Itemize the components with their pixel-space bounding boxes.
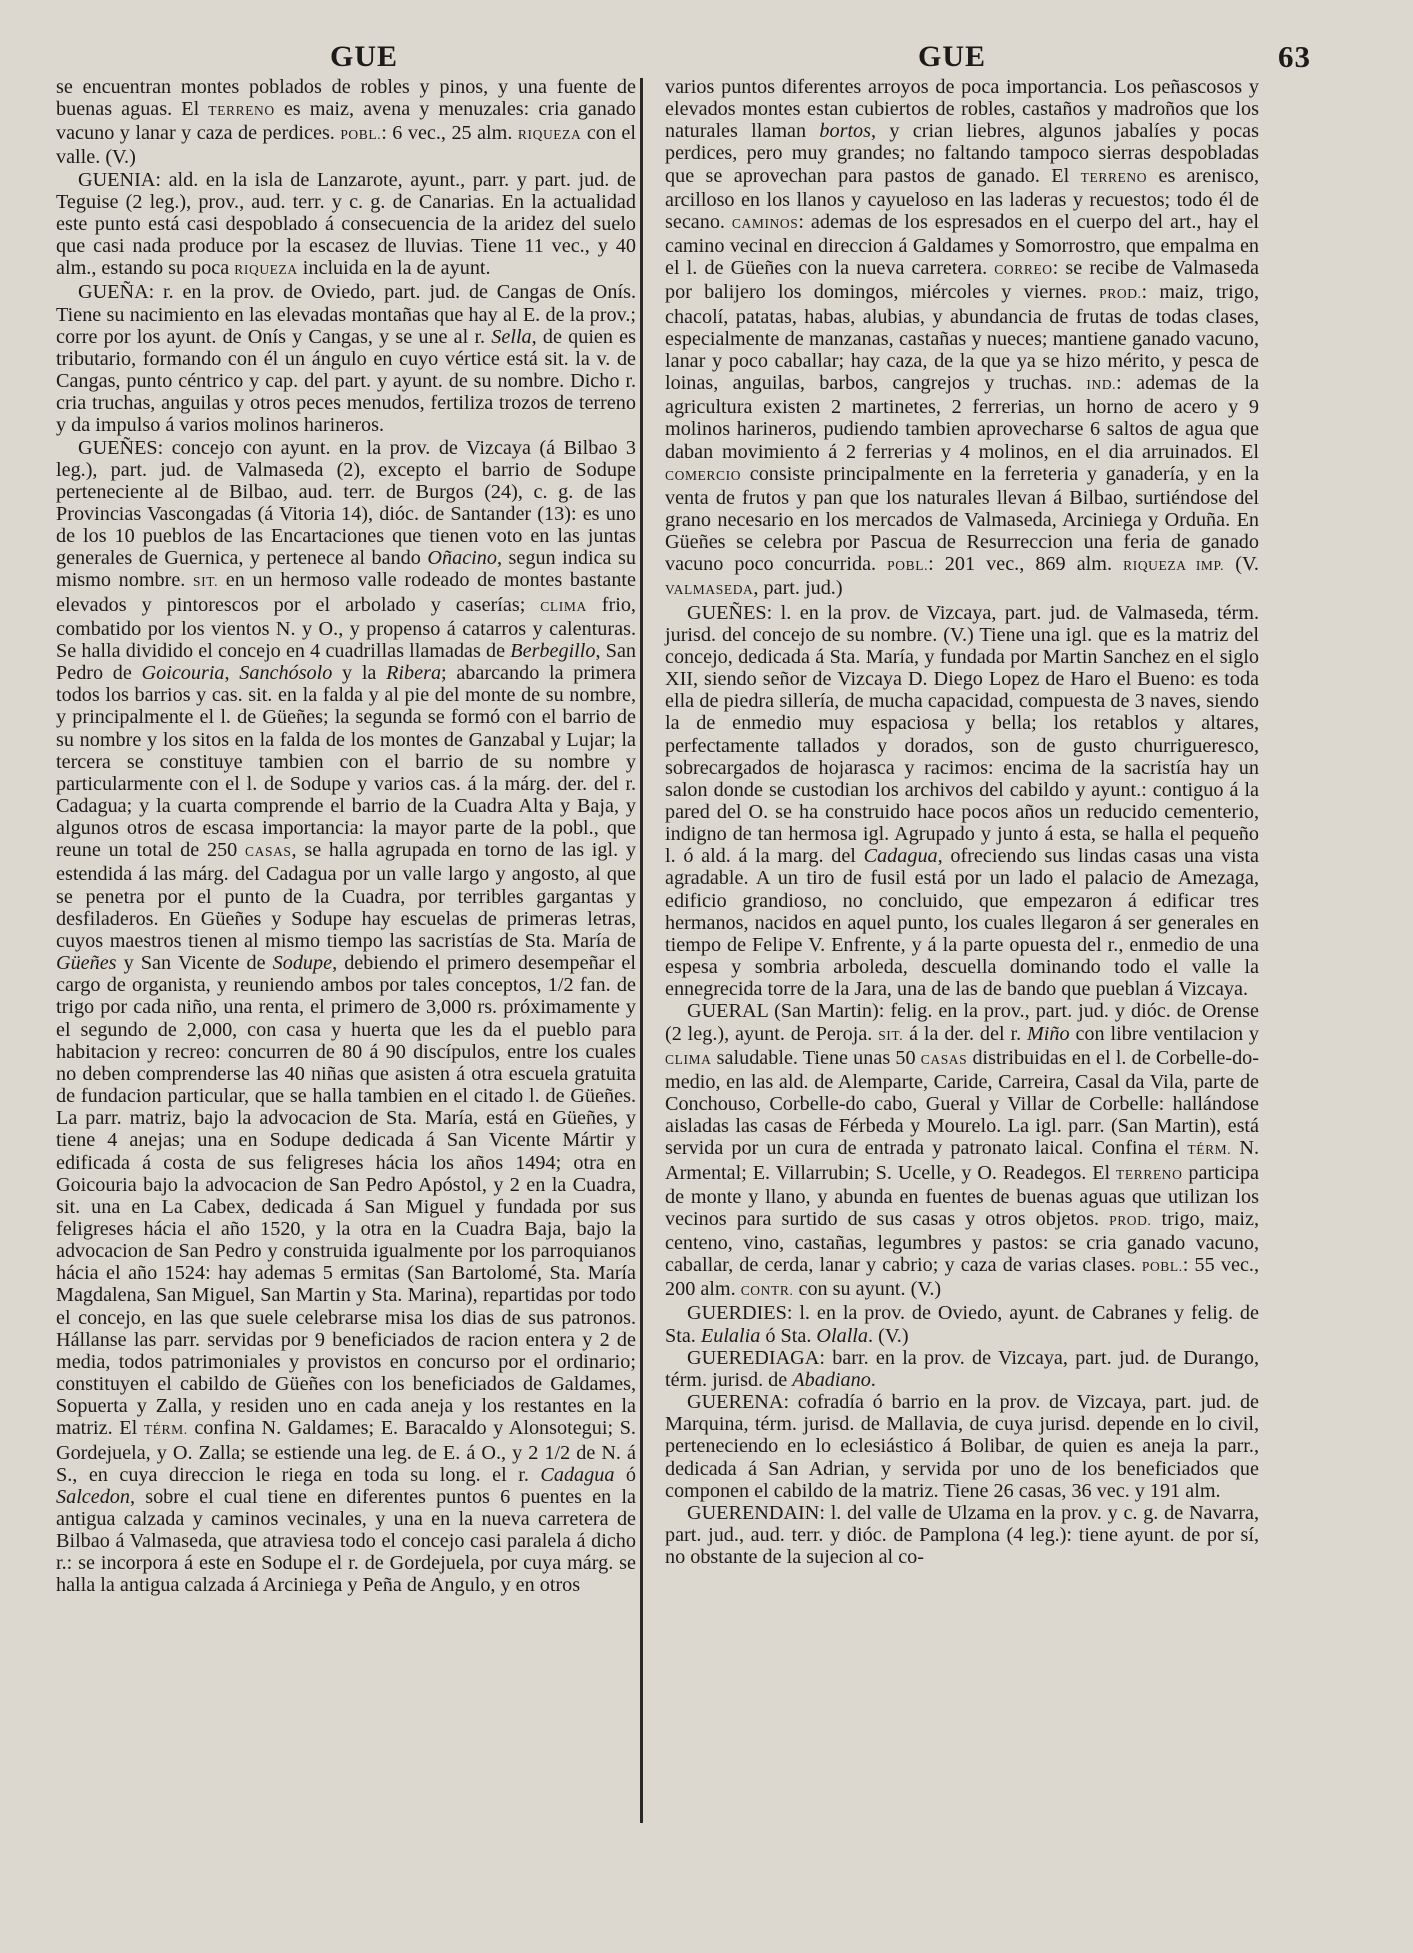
small-caps-term: COMERCIO — [665, 467, 742, 483]
small-caps-term: TÉRM. — [1187, 1142, 1232, 1158]
text-run: GUEÑA: r. en la prov. de Oviedo, part. jud. de Cangas de Onís. Tiene su nacimiento en las elevadas montañas que hay al E. de la prov.; corre por los ayunt. de Onís y Cangas, y se une al r. — [56, 281, 636, 348]
running-head-left: GUE — [330, 40, 399, 73]
italic-term: Salcedon — [56, 1485, 130, 1508]
text-run: . — [870, 1368, 876, 1391]
text-run: : 55 vec., 200 alm. — [665, 1254, 1260, 1301]
entry-paragraph — [665, 76, 1259, 602]
text-run: (V. — [1224, 553, 1259, 576]
text-run: : maiz, trigo, chacolí, patatas, habas, alubias, y abundancia de frutas de todas clases, especialmente de manzanas, castañas y nueces; mantiene ganado vacuno, lanar y poco caballar; hay caza, de la que ya se hizo mérito, y pesca de loinas, anguilas, barbos, cangrejos y truchas. — [665, 281, 1259, 395]
text-run: : ademas de la agricultura existen 2 martinetes, 2 ferrerias, un horno de acero y 9 molinos harineros, pudiendo tambien aprovecharse 6 saltos de agua que daban movimiento á 2 ferrerias y 4 molinos, en el dia arruinados. El — [665, 372, 1260, 463]
small-caps-term: PROD. — [1109, 1212, 1152, 1228]
small-caps-term: PROD. — [1099, 286, 1142, 302]
text-run: GUERENA: cofradía ó barrio en la prov. de Vizcaya, part. jud. de Marquina, térm. jurisd. de Mallavia, de cuya jurisd. depende en lo civil, perteneciendo en lo eclesiástico á Bolibar, de quien es aneja la parr., dedicada á San Adrian, y servida por uno de los beneficiados que componen el cabildo de la matriz. Tiene 26 casas, 36 vec. y 191 alm. — [665, 1391, 1259, 1502]
text-run: y San Vicente de — [116, 952, 273, 975]
entry-paragraph — [665, 1302, 1259, 1346]
text-run: se encuentran montes poblados de robles y pinos, y una fuente de buenas aguas. El — [56, 76, 636, 121]
column-divider — [640, 78, 643, 1823]
running-head-right: GUE — [918, 40, 987, 73]
entry-paragraph — [56, 437, 636, 1597]
italic-term: Cadagua — [540, 1463, 615, 1486]
text-run: , y crian liebres, algunos jabalíes y pocas perdices, pero muy grandes; no faltando tampoco sierras despobladas que se aprovechan para pastos de ganado. El — [665, 120, 1259, 187]
small-caps-term: TERRENO — [1080, 169, 1148, 185]
text-run: GUEREDIAGA: barr. en la prov. de Vizcaya, part. jud. de Durango, térm. jurisd. de — [665, 1346, 1259, 1391]
text-run: con el valle. (V.) — [56, 122, 637, 169]
entry-paragraph — [56, 281, 636, 436]
italic-term: Miño — [1026, 1022, 1070, 1045]
text-run: : ademas de los espresados en el cuerpo del art., hay el camino vecinal en direccion á Galdames y Somorrostro, que empalma en el l. de Güeñes con la nueva carretera. — [665, 210, 1259, 280]
small-caps-term: RIQUEZA — [234, 262, 298, 278]
text-run: á la der. del r. — [903, 1022, 1027, 1045]
small-caps-term: SIT. — [193, 574, 219, 590]
entry-paragraph — [56, 169, 636, 282]
italic-term: Ribera — [386, 662, 442, 685]
text-run: : 6 vec., 25 alm. — [381, 122, 518, 145]
left-column — [56, 76, 636, 1597]
text-run: es maiz, avena y menuzales: cria ganado vacuno y lanar y caza de perdices. — [56, 98, 637, 145]
entry-paragraph — [665, 1391, 1259, 1502]
text-run: , — [224, 662, 240, 685]
small-caps-term: CAMINOS — [731, 215, 799, 231]
small-caps-term: TERRENO — [1116, 1166, 1183, 1182]
small-caps-term: POBL. — [887, 558, 929, 574]
text-run: GUERENDAIN: l. del valle de Ulzama en la prov. y c. g. de Navarra, part. jud., aud. terr. y dióc. de Pamplona (4 leg.): tiene ayunt. de por sí, no obstante de la sujecion al co- — [665, 1501, 1259, 1569]
italic-term: Sanchósolo — [239, 662, 333, 685]
small-caps-term: CORREO — [994, 262, 1053, 278]
italic-term: Oñacino — [427, 547, 497, 570]
text-run: , se halla agrupada en torno de las igl. y estendida á las márg. del Cadagua por un valle largo y angosto, al que se penetra por el punto de la Cuadra, por terribles gargantas y desfiladeros. En Güeñes y Sodupe hay escuelas de primeras letras, cuyos maestros tienen al mismo tiempo las sacristías de Sta. María de — [56, 839, 637, 952]
small-caps-term: CLIMA — [665, 1051, 712, 1067]
text-run: GUERDIES: l. en la prov. de Oviedo, ayunt. de Cabranes y felig. de Sta. — [665, 1302, 1259, 1347]
small-caps-term: TERRENO — [208, 103, 275, 119]
entry-paragraph — [665, 1502, 1259, 1568]
small-caps-term: POBL. — [340, 127, 382, 143]
small-caps-term: CLIMA — [540, 598, 587, 614]
small-caps-term: SIT. — [878, 1027, 904, 1043]
italic-term: Güeñes — [56, 952, 117, 975]
text-run: distribuidas en el l. de Corbelle-do-medio, en las ald. de Alemparte, Caride, Carreira, Casal da Vila, parte de Conchouso, Corbelle-do cabo, Gueral y Villar de Corbelle: hallándose aisladas las casas de Férbeda y Mourelo. La igl. parr. (San Martin), está servida por un cura de entrada y patronato laical. Confina el — [665, 1046, 1259, 1160]
small-caps-term: CONTR. — [740, 1283, 794, 1299]
text-run: en un hermoso valle rodeado de montes bastante elevados y pintorescos por el arbolado y caserías; — [56, 569, 636, 616]
italic-term: Berbegillo — [510, 639, 596, 662]
text-run: ó — [614, 1463, 637, 1486]
text-run: , ofreciendo sus lindas casas una vista agradable. A un tiro de fusil está por un lado el palacio de Amezaga, edificio grandioso, no concluido, que empezaron á edificar tres hermanos, nacidos en aquel punto, los cuales llegaron á ser generales en tiempo de Felipe V. Enfrente, y á la parte opuesta del r., enmedio de una espesa y sombria arboleda, descuella dominando todo el valle la ennegrecida torre de la Jara, una de las de bando que pueblan á Vizcaya. — [665, 845, 1259, 1001]
text-run: , part. jud.) — [753, 577, 843, 600]
text-run: trigo, maiz, centeno, vino, castañas, legumbres y pastos: se cria ganado vacuno, caballar, de cerda, lanar y cabrio; y caza de varias clases. — [665, 1207, 1260, 1277]
text-run: GUERAL (San Martin): felig. en la prov., part. jud. y dióc. de Orense (2 leg.), ayunt. de Peroja. — [665, 1000, 1259, 1045]
entry-paragraph — [665, 1000, 1259, 1302]
text-run: . (V.) — [868, 1324, 909, 1347]
text-run: es arenisco, arcilloso en los llanos y cayueloso en las laderas y recuestos; todo él de secano. — [665, 164, 1259, 233]
small-caps-term: VALMASEDA — [665, 582, 754, 598]
italic-term: Eulalia — [700, 1324, 761, 1347]
italic-term: Sella — [491, 325, 532, 348]
italic-term: Abadiano — [792, 1368, 871, 1391]
page-number: 63 — [1278, 39, 1311, 74]
small-caps-term: IND. — [1086, 377, 1117, 393]
text-run: N. Armental; E. Villarrubin; S. Ucelle, y O. Readegos. El — [665, 1137, 1259, 1184]
text-run: y la — [332, 662, 387, 685]
italic-term: bortos — [819, 120, 872, 143]
italic-term: Sodupe — [272, 952, 333, 975]
text-run: confina N. Galdames; E. Baracaldo y Alonsotegui; S. Gordejuela, y O. Zalla; se estiende una leg. de E. á O., y 2 1/2 de N. á S., en cuya direccion le riega en toda su long. el r. — [56, 1417, 636, 1486]
small-caps-term: RIQUEZA — [517, 127, 582, 143]
italic-term: Olalla — [816, 1324, 869, 1347]
text-run: GUENIA: ald. en la isla de Lanzarote, ayunt., parr. y part. jud. de Teguise (2 leg.), prov., aud. terr. y c. g. de Canarias. En la actualidad este punto está casi despoblado á consecuencia de la aridez del suelo que casi nada produce por la escasez de lluvias. Tiene 11 vec., y 40 alm., estando su poca — [56, 168, 636, 280]
italic-term: Cadagua — [863, 845, 938, 868]
entry-paragraph — [665, 602, 1259, 1001]
text-run: GUEÑES: concejo con ayunt. en la prov. de Vizcaya (á Bilbao 3 leg.), part. jud. de Valmaseda (2), excepto el barrio de Sodupe perteneciente al de Bilbao, aud. terr. de Burgos (24), c. g. de las Provincias Vascongadas (á Vitoria 14), dióc. de Santander (13): es uno de los 10 pueblos de las Encartaciones que tienen voto en las juntas generales de Guernica, y pertenece al bando — [56, 436, 636, 570]
text-run: participa de monte y llano, y abunda en fuentes de buenas aguas que utilizan los vecinos para surtido de sus casas y otros objetos. — [665, 1161, 1259, 1230]
text-run: saludable. Tiene unas 50 — [711, 1046, 921, 1069]
text-run: incluida en la de ayunt. — [297, 257, 491, 280]
small-caps-term: TÉRM. — [143, 1422, 188, 1438]
text-run: : 201 vec., 869 alm. — [928, 553, 1124, 576]
text-run: , de quien es tributario, formando con él un ángulo en cuyo vértice está sit. la v. de Cangas, punto céntrico y cap. del part. y ayunt. de su nombre. Dicho r. cria truchas, anguilas y otros peces menudos, fertiliza trozos de terreno y da impulso á varios molinos harineros. — [56, 325, 636, 437]
text-run: con su ayunt. (V.) — [793, 1278, 942, 1301]
text-run: : se recibe de Valmaseda por balijero los domingos, miércoles y viernes. — [665, 257, 1259, 304]
small-caps-term: CASAS — [245, 844, 292, 860]
small-caps-term: RIQUEZA IMP. — [1123, 558, 1225, 574]
text-run: , segun indica su mismo nombre. — [56, 547, 636, 592]
text-run: frio, combatido por los vientos N. y O., y propenso á catarros y calenturas. Se halla dividido el concejo en 4 cuadrillas llamadas de — [56, 593, 636, 662]
small-caps-term: CASAS — [920, 1051, 968, 1067]
entry-paragraph — [665, 1347, 1259, 1391]
right-column — [665, 76, 1259, 1568]
italic-term: Goicouria — [141, 662, 225, 685]
text-run: , San Pedro de — [56, 639, 637, 685]
text-run: , sobre el cual tiene en diferentes puntos 6 puentes en la antigua calzada y caminos vecinales, y una en la nueva carretera de Bilbao á Valmaseda, que atraviesa todo el concejo casi paralela á dicho r.: se incorpora á este en Sodupe el r. de Gordejuela, por cuya márg. se halla la antigua calzada á Arciniega y Peña de Angulo, y en otros — [56, 1485, 636, 1597]
text-run: , debiendo el primero desempeñar el cargo de organista, y reuniendo ambos por tales conceptos, 1/2 fan. de trigo por cada niño, una renta, el primero de 3,000 rs. próximamente y el segundo de 2,000, con casa y huerta que les da el pueblo para habitacion y recreo: concurren de 80 á 90 discípulos, entre los cuales no deben comprenderse las 40 niñas que asisten á otra escuela gratuita de fundacion particular, que se halla tambien en el citado l. de Güeñes. La parr. matriz, bajo la advocacion de Sta. María, está en Güeñes, y tiene 4 anejas; una en Sodupe dedicada á San Vicente Mártir y edificada á costa de sus feligreses hácia los años 1494; otra en Goicouria bajo la advocacion de San Pedro Apóstol, y 2 en la Cuadra, sit. una en La Cabex, dedicada á San Miguel y fundada por sus feligreses hácia el año 1520, y la otra en la Cuadra Baja, bajo la advocacion de San Pedro y construida igualmente por los parroquianos hácia el año 1524: hay ademas 5 ermitas (San Bartolomé, Sta. María Magdalena, San Miguel, San Martin y Sta. Marina), repartidas por todo el concejo, en las que suele celebrarse misa los dias de sus patronos. Hállanse las parr. servidas por 9 beneficiados de racion entera y 2 de media, todos patrimoniales y provistos en concurso por el ordinario; constituyen el cabildo de Güeñes con los beneficiados de Galdames, Sopuerta y Zalla, y residen uno en cada aneja y los restantes en la matriz. El — [56, 952, 636, 1440]
small-caps-term: POBL. — [1141, 1259, 1183, 1275]
text-run: GUEÑES: l. en la prov. de Vizcaya, part. jud. de Valmaseda, térm. jurisd. del concejo de su nombre. (V.) Tiene una igl. que es la matriz del concejo, dedicada á Sta. María, y fundada por Martin Sanchez en el siglo XII, siendo señor de Vizcaya D. Diego Lopez de Haro el Bueno: es toda ella de piedra sillería, de mucha capacidad, compuesta de 3 naves, siendo la de enmedio muy espaciosa y bella; los retablos y altares, perfectamente tallados y dorados, son de gusto churrigueresco, sobrecargados de hojarasca y racimos: encima de la sacristía hay un salon donde se custodian los archivos del cabildo y ayunt.: contiguo á la pared del O. se ha construido hace pocos años un reducido cementerio, indigno de tan hermosa igl. Agrupado y junto á esta, se halla el pequeño l. ó ald. á la marg. del — [665, 601, 1259, 868]
text-run: ó Sta. — [760, 1324, 817, 1347]
text-run: consiste principalmente en la ferreteria y ganadería, y en la venta de frutos y pan que los naturales llevan á Bilbao, surtiéndose del grano necesario en los mercados de Valmaseda, Arciniega y Orduña. En Güeñes se celebra por Pascua de Resurreccion una feria de ganado vacuno poco concurrida. — [665, 462, 1259, 576]
text-run: ; abarcando la primera todos los barrios y cas. sit. en la falda y al pie del monte de su nombre, y principalmente el l. de Güeñes; la segunda se formó con el barrio de su nombre y los sitos en la falda de los montes de Ganzabal y Lujar; la tercera se constituye tambien con el barrio de su nombre y particularmente con el l. de Sodupe y varios cas. á la márg. der. del r. Cadagua; y la cuarta comprende el barrio de la Cuadra Alta y Baja, y algunos otros de escasa importancia: la mayor parte de la pobl., que reune un total de 250 — [56, 662, 636, 862]
text-run: varios puntos diferentes arroyos de poca importancia. Los peñascosos y elevados montes estan cubiertos de robles, castaños y madroños que los naturales llaman — [665, 76, 1259, 143]
entry-paragraph — [56, 76, 636, 169]
text-run: con libre ventilacion y — [1069, 1022, 1259, 1045]
